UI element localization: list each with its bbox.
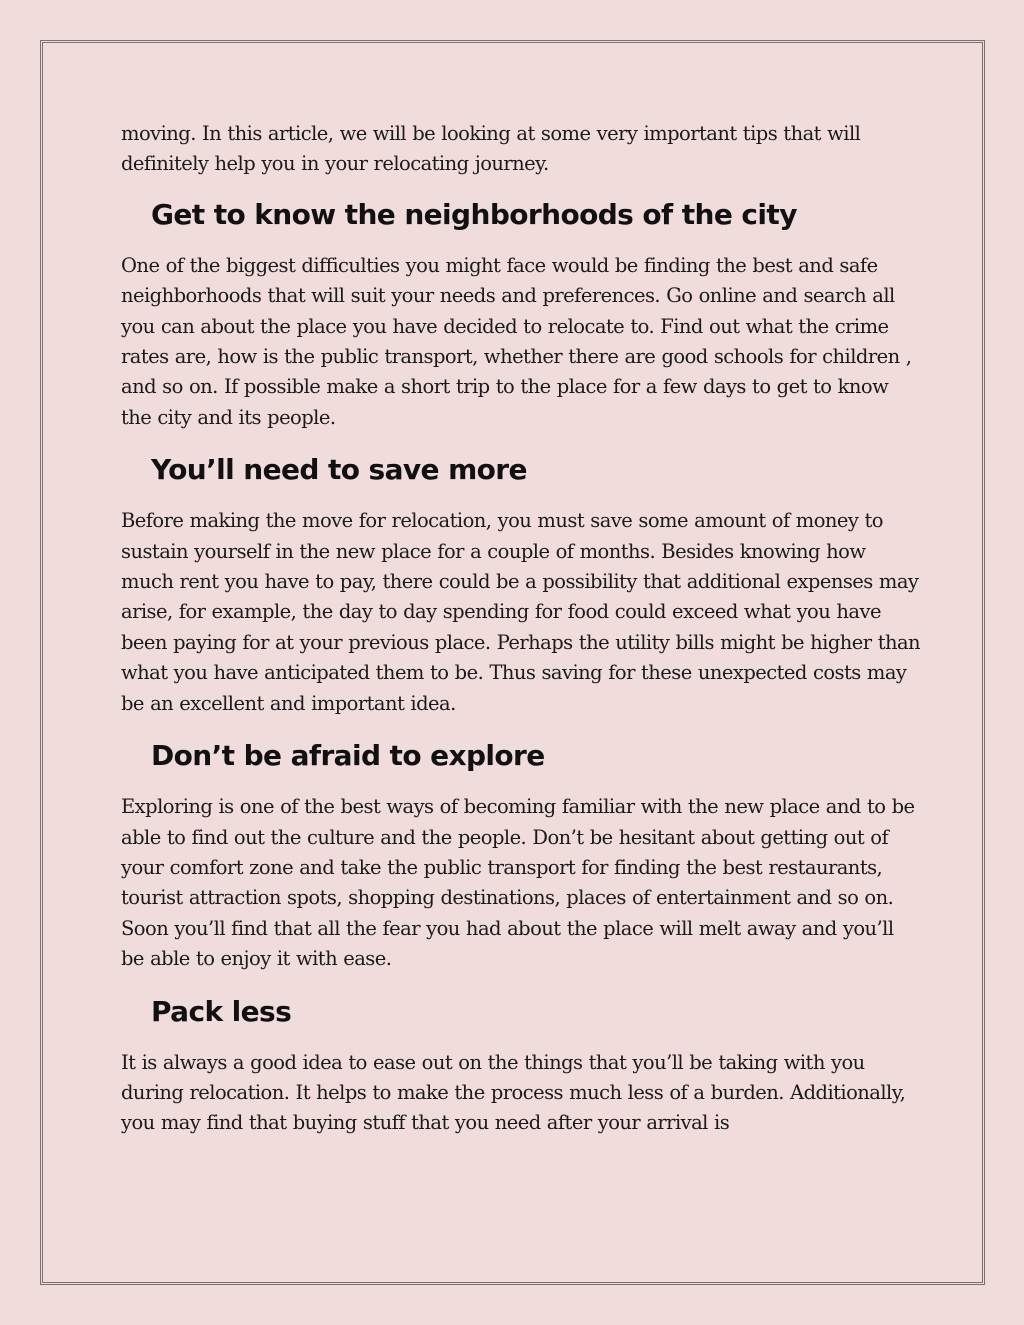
- section-heading-save-more: You’ll need to save more: [151, 453, 527, 487]
- section-heading-explore: Don’t be afraid to explore: [151, 739, 545, 773]
- section-heading-neighborhoods: Get to know the neighborhoods of the city: [151, 197, 797, 231]
- intro-paragraph: moving. In this article, we will be looking at some very important tips that will definitely help you in your relocating journey.: [121, 122, 861, 176]
- section-body-neighborhoods: One of the biggest difficulties you might face would be finding the best and safe neighborhoods that will suit your needs and preferences. Go online and search all you can about the place you have decided to relocate to. Find out what the crime rates are, how is the public transport, whether there are good schools for children , and so on. If possible make a short trip to the place for a few days to get to know the city and its people.: [121, 253, 912, 429]
- section-body-explore: Exploring is one of the best ways of becoming familiar with the new place and to be able to find out the culture and the people. Don’t be hesitant about getting out of your comfort zone and take the public transport for finding the best restaurants, tourist attraction spots, shopping destinations, places of entertainment and so on. Soon you’ll find that all the fear you had about the place will melt away and you’ll be able to enjoy it with ease.: [121, 795, 915, 971]
- section-body-save-more: Before making the move for relocation, you must save some amount of money to sustain yourself in the new place for a couple of months. Besides knowing how much rent you have to pay, there could be a possibility that additional expenses may arise, for example, the day to day spending for food could exceed what you have been paying for at your previous place. Perhaps the utility bills might be higher than what you have anticipated them to be. Thus saving for these unexpected costs may be an excellent and important idea.: [121, 509, 921, 715]
- section-body-pack-less: It is always a good idea to ease out on the things that you’ll be taking with you during relocation. It helps to make the process much less of a burden. Additionally, you may find that buying stuff that you need after your arrival is: [121, 1050, 906, 1135]
- section-heading-pack-less: Pack less: [151, 994, 292, 1028]
- document-body: [121, 119, 921, 1139]
